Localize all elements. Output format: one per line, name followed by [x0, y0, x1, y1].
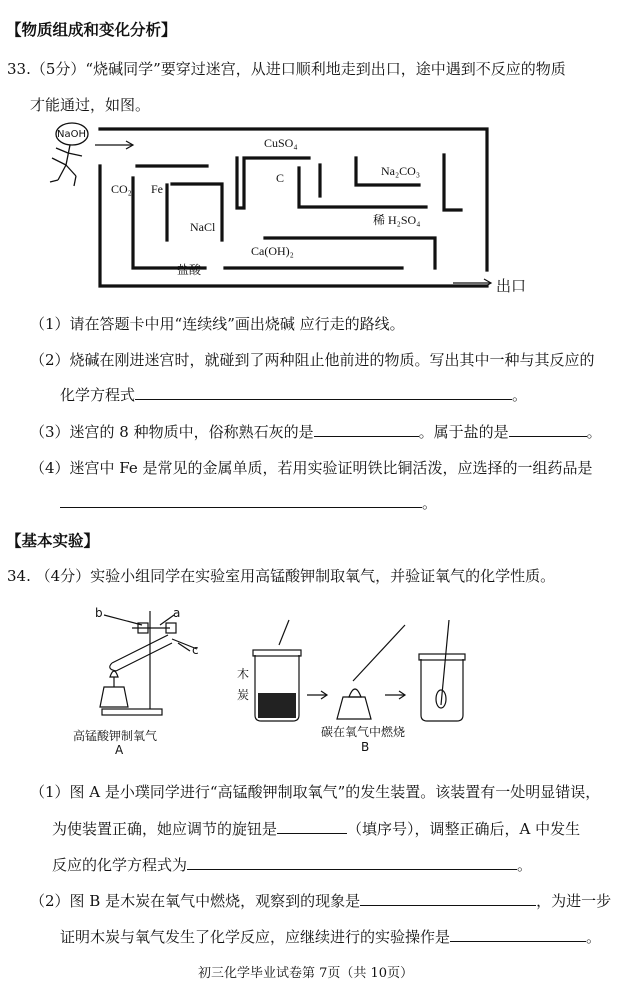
- page-footer: 初三化学毕业试卷第 7页（共 10页）: [198, 966, 414, 981]
- q33-part4-line1: （4）迷宫中 Fe 是常见的金属单质，若用实验证明铁比铜活泼，应选择的一组药品是: [30, 459, 593, 477]
- q34-p2-line2: 证明木炭与氧气发生了化学反应，应继续进行的实验操作是 。: [60, 928, 602, 946]
- q34-p1-line3: 反应的化学方程式为 。: [52, 856, 533, 874]
- q34-p1-line1: （1）图 A 是小璞同学进行“高锰酸钾制取氧气”的发生装置。该装置有一处明显错误，: [30, 783, 601, 801]
- q33-part2-line1: （2）烧碱在刚进迷宫时，就碰到了两种阻止他前进的物质。写出其中一种与其反应的: [30, 351, 595, 369]
- maze-fe: Fe: [151, 182, 163, 196]
- fig-a-caption: 高锰酸钾制氧气: [73, 729, 158, 743]
- answer-blank-knob[interactable]: [277, 819, 347, 834]
- fig-a-letter: A: [115, 743, 124, 757]
- q33-part2-line2: 化学方程式 。: [60, 386, 528, 404]
- maze-c: C: [276, 171, 285, 185]
- maze-hcl: 盐酸: [177, 263, 202, 277]
- maze-na2co3: Na₂CO₃: [381, 164, 421, 178]
- charcoal-pieces: [258, 693, 296, 718]
- q33-stem-line2: 才能通过，如图。: [30, 96, 151, 114]
- maze-exit-label: 出口: [496, 277, 527, 295]
- section-title-composition: 【物质组成和变化分析】: [6, 20, 177, 39]
- q33-stem-line1: 33.（5分）“烧碱同学”要穿过迷宫，从进口顺利地走到出口，途中遇到不反应的物质: [7, 60, 566, 78]
- q33-part1: （1）请在答题卡中用“连续线”画出烧碱 应行走的路线。: [30, 315, 405, 333]
- figure-a-apparatus: [82, 603, 212, 723]
- fig-a-label-c: c: [192, 643, 199, 657]
- maze-caoh2: Ca(OH)₂: [251, 244, 294, 258]
- fig-a-label-b: b: [95, 606, 103, 620]
- figure-b-charcoal-burning: [235, 615, 475, 725]
- q33-part3: （3）迷宫的 8 种物质中，俗称熟石灰的是 。属于盐的是 。: [30, 423, 602, 441]
- answer-blank-reagents[interactable]: [60, 493, 422, 508]
- answer-blank-phenomenon[interactable]: [360, 891, 536, 906]
- maze-nacl: NaCl: [190, 220, 216, 234]
- q34-p1-line2: 为使装置正确，她应调节的旋钮是 （填序号），调整正确后，A 中发生: [52, 820, 581, 838]
- answer-blank-equation[interactable]: [135, 385, 512, 400]
- fig-b-letter: B: [361, 740, 370, 754]
- maze-h2so4: 稀 H₂SO₄: [373, 213, 421, 227]
- answer-blank-salts[interactable]: [509, 422, 587, 437]
- fig-b-side-label: 木 炭: [237, 667, 250, 702]
- answer-blank-operation[interactable]: [450, 927, 586, 942]
- q34-p2-line1: （2）图 B 是木炭在氧气中燃烧，观察到的现象是 ，为进一步: [30, 892, 612, 910]
- maze-cuso4: CuSO₄: [264, 136, 298, 150]
- q34-stem: 34. （4分）实验小组同学在实验室用高锰酸钾制取氧气，并验证氧气的化学性质。: [7, 567, 556, 585]
- maze-co2: CO₂: [111, 182, 132, 196]
- naoh-label: NaOH: [57, 129, 86, 140]
- entry-arrow: [95, 141, 133, 149]
- fig-a-label-a: a: [173, 606, 181, 620]
- maze-walls: [100, 129, 487, 286]
- section-title-basic-experiment: 【基本实验】: [6, 531, 100, 550]
- q33-part4-line2: 。: [60, 492, 437, 513]
- fig-b-caption: 碳在氧气中燃烧: [321, 725, 406, 739]
- answer-blank-slaked-lime[interactable]: [314, 422, 419, 437]
- answer-blank-kmno4-equation[interactable]: [187, 855, 517, 870]
- maze-figure: [0, 115, 635, 335]
